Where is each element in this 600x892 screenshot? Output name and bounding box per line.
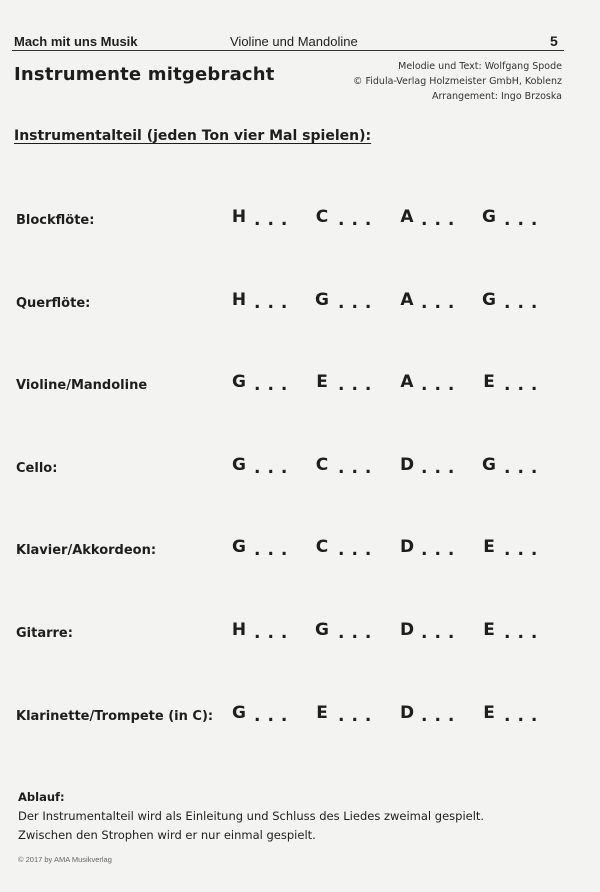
note-name: H bbox=[231, 620, 247, 640]
note-name: H bbox=[231, 290, 247, 310]
repeat-dots: ... bbox=[421, 540, 462, 560]
note-name: A bbox=[400, 207, 414, 227]
note-name: E bbox=[316, 703, 328, 723]
ablauf-line-2: Zwischen den Strophen wird er nur einmal gespielt. bbox=[18, 828, 316, 842]
instrument-row bbox=[0, 537, 600, 567]
note-name: G bbox=[232, 372, 246, 392]
instrument-row bbox=[0, 207, 600, 237]
note-name: D bbox=[399, 703, 415, 723]
repeat-dots: ... bbox=[504, 375, 545, 395]
repeat-dots: ... bbox=[254, 375, 295, 395]
note-name: H bbox=[231, 207, 247, 227]
note-name: G bbox=[232, 455, 246, 475]
repeat-dots: ... bbox=[254, 706, 295, 726]
repeat-dots: ... bbox=[504, 210, 545, 230]
instrument-row bbox=[0, 455, 600, 485]
repeat-dots: ... bbox=[254, 293, 295, 313]
note-name: E bbox=[483, 620, 495, 640]
note-name: C bbox=[315, 455, 329, 475]
instrument-name: Gitarre: bbox=[16, 626, 73, 641]
repeat-dots: ... bbox=[338, 458, 379, 478]
note-name: D bbox=[399, 455, 415, 475]
repeat-dots: ... bbox=[421, 458, 462, 478]
repeat-dots: ... bbox=[338, 706, 379, 726]
note-name: A bbox=[400, 290, 414, 310]
note-name: G bbox=[315, 290, 329, 310]
repeat-dots: ... bbox=[254, 458, 295, 478]
header-rule bbox=[12, 50, 564, 51]
header-edition: Violine und Mandoline bbox=[230, 34, 358, 49]
note-name: C bbox=[315, 207, 329, 227]
note-name: E bbox=[483, 372, 495, 392]
repeat-dots: ... bbox=[504, 540, 545, 560]
credits-arrangement: Arrangement: Ingo Brzoska bbox=[432, 91, 562, 102]
instrument-row bbox=[0, 620, 600, 650]
section-heading: Instrumentalteil (jeden Ton vier Mal spielen): bbox=[14, 128, 372, 144]
header-book-title: Mach mit uns Musik bbox=[14, 34, 138, 49]
repeat-dots: ... bbox=[504, 706, 545, 726]
repeat-dots: ... bbox=[421, 623, 462, 643]
note-name: E bbox=[483, 537, 495, 557]
instrument-name: Klavier/Akkordeon: bbox=[16, 543, 157, 558]
instrument-name: Blockflöte: bbox=[16, 213, 95, 228]
repeat-dots: ... bbox=[254, 623, 295, 643]
note-name: G bbox=[482, 290, 496, 310]
repeat-dots: ... bbox=[504, 458, 545, 478]
note-name: G bbox=[482, 455, 496, 475]
repeat-dots: ... bbox=[421, 375, 462, 395]
repeat-dots: ... bbox=[338, 540, 379, 560]
note-name: G bbox=[482, 207, 496, 227]
repeat-dots: ... bbox=[338, 210, 379, 230]
repeat-dots: ... bbox=[504, 623, 545, 643]
instrument-name: Klarinette/Trompete (in C): bbox=[16, 709, 214, 724]
repeat-dots: ... bbox=[254, 210, 295, 230]
note-name: C bbox=[315, 537, 329, 557]
credits-block bbox=[353, 59, 562, 104]
instrument-row bbox=[0, 372, 600, 402]
credits-melody-text: Melodie und Text: Wolfgang Spode bbox=[398, 61, 562, 72]
note-name: E bbox=[483, 703, 495, 723]
note-name: G bbox=[232, 703, 246, 723]
repeat-dots: ... bbox=[421, 210, 462, 230]
note-name: G bbox=[315, 620, 329, 640]
ablauf-line-1: Der Instrumentalteil wird als Einleitung und Schluss des Liedes zweimal gespielt. bbox=[18, 809, 485, 823]
repeat-dots: ... bbox=[338, 623, 379, 643]
page-title: Instrumente mitgebracht bbox=[14, 64, 275, 85]
repeat-dots: ... bbox=[421, 293, 462, 313]
instrument-name: Cello: bbox=[16, 461, 58, 476]
instrument-row bbox=[0, 703, 600, 733]
note-name: E bbox=[316, 372, 328, 392]
note-name: D bbox=[399, 620, 415, 640]
repeat-dots: ... bbox=[504, 293, 545, 313]
page-number: 5 bbox=[550, 33, 558, 49]
repeat-dots: ... bbox=[254, 540, 295, 560]
instrument-name: Violine/Mandoline bbox=[16, 378, 148, 393]
note-name: A bbox=[400, 372, 414, 392]
repeat-dots: ... bbox=[338, 293, 379, 313]
note-name: G bbox=[232, 537, 246, 557]
note-name: D bbox=[399, 537, 415, 557]
ablauf-label: Ablauf: bbox=[18, 790, 65, 804]
instrument-name: Querflöte: bbox=[16, 296, 91, 311]
copyright-notice: © 2017 by AMA Musikverlag bbox=[18, 855, 112, 864]
instrument-row bbox=[0, 290, 600, 320]
repeat-dots: ... bbox=[338, 375, 379, 395]
credits-publisher: © Fidula-Verlag Holzmeister GmbH, Koblenz bbox=[352, 76, 562, 87]
repeat-dots: ... bbox=[421, 706, 462, 726]
